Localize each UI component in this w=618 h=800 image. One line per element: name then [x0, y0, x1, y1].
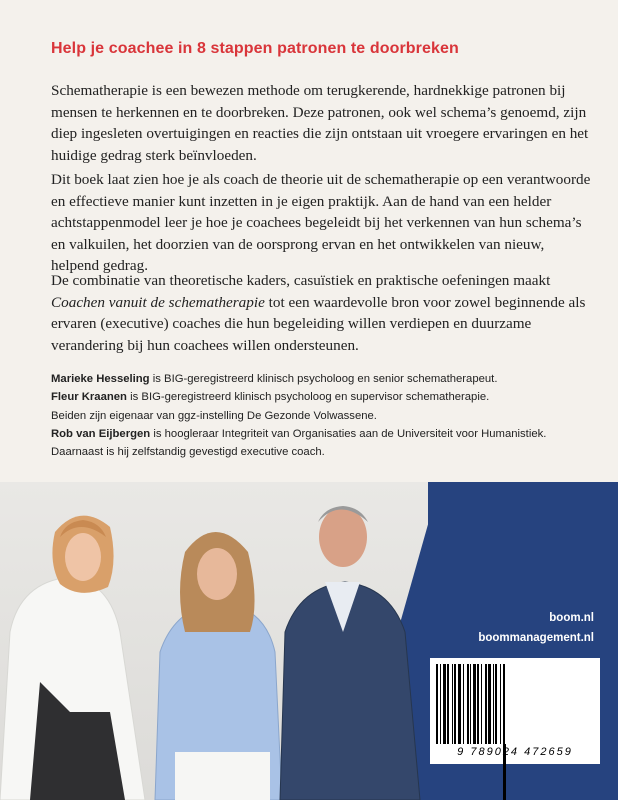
- author1-name: Marieke Hesseling: [51, 373, 150, 385]
- author2-text: is BIG-geregistreerd klinisch psycholoog en supervisor schematherapie.: [126, 391, 490, 404]
- closing-paragraph-end: tot een waardevolle bron voor zowel beginnende als ervaren (executive) coaches die hun begeleiding willen verdiepen en duurzame verandering bij hun coachees willen ondersteunen.: [51, 293, 586, 354]
- book-title-italic: Coachen vanuit de schematherapie: [51, 293, 265, 311]
- cover-heading: Help je coachee in 8 stappen patronen te doorbreken: [51, 40, 459, 57]
- publisher-link-boommanagement[interactable]: boommanagement.nl: [478, 632, 594, 644]
- authors-photo: [0, 482, 618, 800]
- bio-shared: Beiden zijn eigenaar van ggz-instelling De Gezonde Volwassene.: [51, 409, 377, 422]
- closing-paragraph-start: De combinatie van theoretische kaders, casuïstiek en praktische oefeningen maakt: [51, 272, 551, 289]
- authors-figures: [0, 482, 440, 800]
- isbn-number: 9 789024 472659: [457, 746, 573, 758]
- barcode-bars: [436, 664, 594, 744]
- bio-author3: [51, 425, 596, 462]
- author3-text: is hoogleraar Integriteit van Organisaties aan de Universiteit voor Humanistiek. Daarnaast is hij zelfstandig gevestigd executive coach.: [51, 427, 547, 459]
- author-bios: [51, 370, 596, 461]
- closing-paragraph: [51, 270, 591, 356]
- description-paragraph: Dit boek laat zien hoe je als coach de theorie uit de schematherapie op een verantwoorde en effectieve manier kunt inzetten in je eigen praktijk. Aan de hand van een helder achtstappenmodel leer je hoe je coachees begeleidt bij het verkennen van hun schema’s en valkuilen, het doorzien van de oorsprong ervan en het ontwikkelen van nieuw, helpend gedrag.: [51, 171, 591, 274]
- barcode: [430, 658, 600, 764]
- author3-name: Rob van Eijbergen: [51, 427, 151, 440]
- publisher-link-boom[interactable]: boom.nl: [549, 612, 594, 624]
- author1-text: is BIG-geregistreerd klinisch psycholoog en senior schematherapeut.: [149, 373, 498, 385]
- bio-author1: [51, 370, 596, 388]
- author2-name: Fleur Kraanen: [51, 391, 127, 404]
- author-figure-left: [0, 516, 145, 800]
- intro-paragraph: Schematherapie is een bewezen methode om terugkerende, hardnekkige patronen bij mensen te herkennen en te doorbreken. Deze patronen, ook wel schema’s genoemd, zijn diep ingesleten overtuigingen en reacties die zijn ontstaan uit vroegere ervaringen en het huidige gedrag sterk beïnvloeden.: [51, 82, 589, 164]
- author-figure-middle: [155, 532, 282, 800]
- bio-author2: [51, 388, 596, 406]
- author-figure-right: [280, 506, 420, 800]
